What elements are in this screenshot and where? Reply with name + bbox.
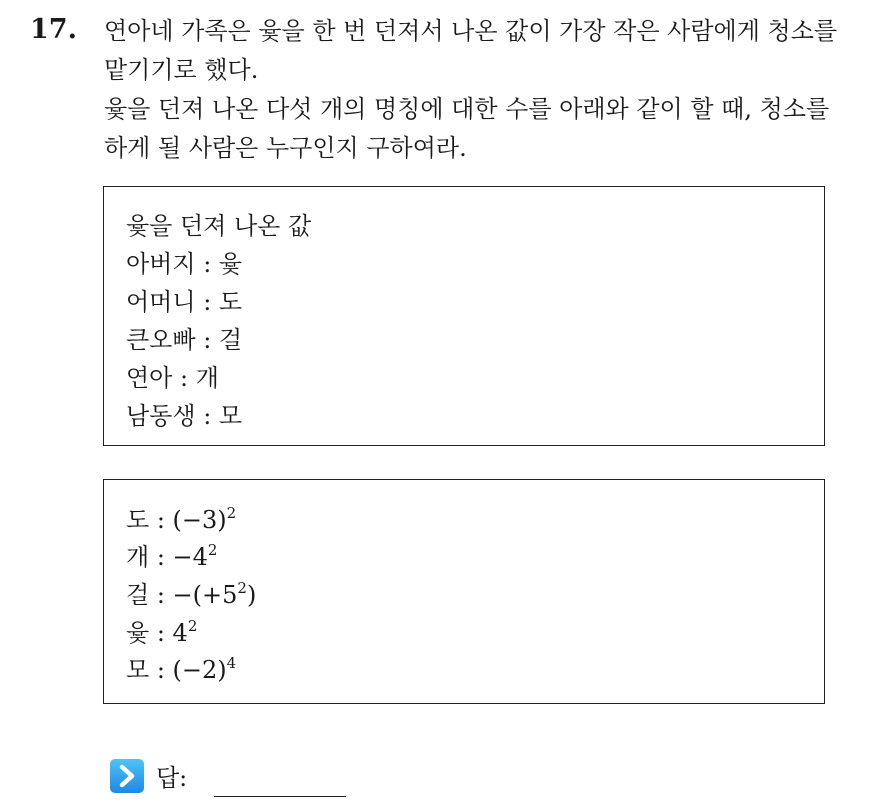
throw-row	[126, 282, 242, 317]
throw-result: 모	[218, 402, 243, 430]
throw-separator: :	[195, 250, 219, 278]
chevron-right-icon	[110, 759, 144, 793]
throw-results-title: 윷을 던져 나온 값	[126, 212, 312, 240]
value-separator: :	[149, 656, 173, 684]
throw-person: 어머니	[126, 288, 196, 316]
value-separator: :	[149, 619, 173, 647]
value-base: −(+5	[172, 581, 238, 609]
throw-person: 연아	[126, 364, 173, 392]
question-line: 맡기기로 했다.	[104, 56, 259, 84]
question-line: 윷을 던져 나온 다섯 개의 명칭에 대한 수를 아래와 같이 할 때, 청소를	[104, 95, 830, 123]
value-tail: )	[246, 581, 257, 609]
question-text	[104, 12, 874, 168]
value-separator: :	[149, 581, 173, 609]
throw-row	[126, 358, 219, 393]
value-row	[126, 575, 256, 610]
value-separator: :	[149, 506, 173, 534]
value-base: 4	[172, 619, 188, 647]
throw-row	[126, 396, 242, 431]
value-exponent: 4	[226, 654, 237, 672]
throw-row	[126, 320, 242, 355]
throw-person: 남동생	[126, 402, 196, 430]
value-exponent: 2	[237, 579, 247, 597]
throw-separator: :	[172, 364, 196, 392]
value-separator: :	[149, 543, 173, 571]
value-row	[126, 650, 236, 685]
throw-result: 윷	[218, 250, 243, 278]
throw-result: 걸	[218, 326, 243, 354]
value-name: 윷	[126, 619, 150, 647]
question-line: 연아네 가족은 윷을 한 번 던져서 나온 값이 가장 작은 사람에게 청소를	[104, 17, 838, 45]
value-row	[126, 500, 236, 535]
value-name: 개	[126, 543, 150, 571]
value-row	[126, 613, 197, 648]
value-base: (−2)	[172, 656, 227, 684]
throw-separator: :	[195, 402, 219, 430]
value-name: 도	[126, 506, 150, 534]
question-number: 17.	[30, 14, 77, 45]
throw-row	[126, 244, 242, 279]
question-line: 하게 될 사람은 누구인지 구하여라.	[104, 134, 467, 162]
yut-values-box	[103, 479, 825, 704]
throw-results-box	[103, 186, 825, 446]
throw-separator: :	[195, 288, 219, 316]
value-exponent: 2	[226, 504, 237, 522]
value-base: (−3)	[172, 506, 227, 534]
answer-label: 답:	[156, 764, 188, 792]
answer-blank[interactable]	[214, 796, 346, 797]
throw-separator: :	[195, 326, 219, 354]
throw-person: 큰오빠	[126, 326, 196, 354]
throw-result: 개	[195, 364, 219, 392]
value-base: −4	[172, 543, 208, 571]
throw-person: 아버지	[126, 250, 196, 278]
value-exponent: 2	[207, 541, 218, 559]
value-row	[126, 537, 217, 572]
value-name: 모	[126, 656, 150, 684]
value-exponent: 2	[187, 617, 198, 635]
throw-result: 도	[218, 288, 243, 316]
value-name: 걸	[126, 581, 150, 609]
